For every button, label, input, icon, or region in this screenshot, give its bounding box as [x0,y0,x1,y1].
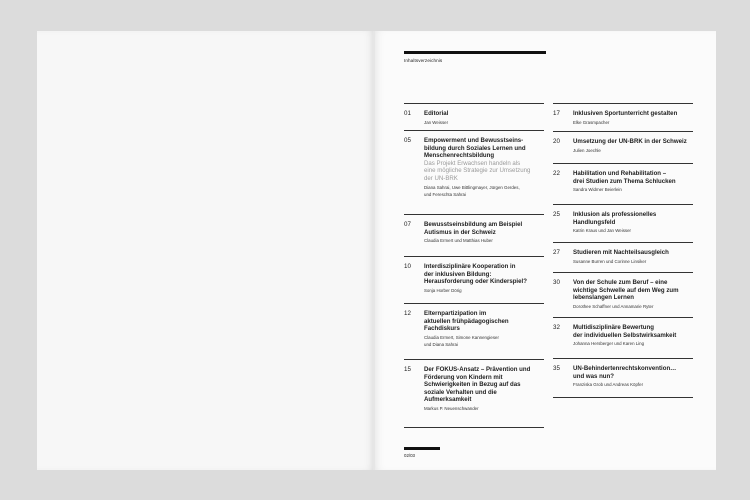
toc-entry[interactable] [404,104,544,131]
toc-entry-title: Editorial [424,110,449,117]
toc-entry-author: Claudia Ermert und Matthias Huber [424,238,493,244]
toc-entry-number: 25 [553,211,560,218]
toc-entry-number: 20 [553,138,560,145]
toc-entry-number: 01 [404,110,411,117]
toc-entry-author: Sandra Widmer Beierlein [573,187,622,193]
toc-entry-title: Interdisziplinäre Kooperation in der inklusiven Bildung: Herausforderung oder Kinderspiel? [424,263,527,286]
toc-entry-title: Inklusiven Sportunterricht gestalten [573,110,678,117]
toc-entry-author: Johanna Hersberger und Karen Ling [573,341,645,347]
toc-entry-number: 35 [553,365,560,372]
toc-entry-title: Empowerment und Bewusstseins- bildung durch Soziales Lernen und Menschenrechtsbildung [424,137,526,160]
toc-entry-author: Katrin Kraus und Jan Weisser [573,228,631,234]
toc-entry[interactable] [404,131,544,215]
left-page-blank [37,31,374,470]
toc-entry-author: Dorothee Schaffner und Annamarie Ryter [573,303,654,309]
toc-entry-author: Diana Sahrai, Uwe Bittlingmayer, Jürgen Gerdes, und Fereschta Sahrai [424,184,520,197]
heading-rule [404,51,546,54]
toc-entry-number: 27 [553,249,560,256]
toc-entry-title: Bewusstseinsbildung am Beispiel Autismus in der Schweiz [424,221,523,236]
toc-entry-subtitle: Das Projekt Erwachsen handeln als eine mögliche Strategie zur Umsetzung der UN-BRK [424,159,531,182]
toc-entry[interactable] [553,205,693,243]
toc-entry-title: Von der Schule zum Beruf – eine wichtige Schwelle auf dem Weg zum lebenslangen Lernen [573,279,679,302]
toc-entry-author: Jan Weisser [424,119,449,125]
toc-entry[interactable] [553,243,693,273]
toc-entry-title: Studieren mit Nachteilsausgleich [573,249,669,256]
toc-entry-author: Sonja Horber Dörig [424,287,462,293]
toc-entry-author: Julien Joechle [573,147,601,153]
toc-column-right [553,103,693,398]
toc-entry-title: Multidisziplinäre Bewertung der individuellen Selbstwirksamkeit [573,324,677,339]
toc-entry-number: 30 [553,279,560,286]
toc-entry-number: 15 [404,366,411,373]
toc-entry[interactable] [553,164,693,205]
toc-entry[interactable] [404,360,544,428]
toc-entry-number: 07 [404,221,411,228]
toc-entry-number: 17 [553,110,560,117]
toc-entry[interactable] [553,104,693,132]
toc-entry-number: 22 [553,170,560,177]
toc-heading: Inhaltsverzeichnis [404,58,443,63]
toc-entry-title: Inklusion als professionelles Handlungsfeld [573,211,657,226]
toc-entry-author: Markus P. Neuenschwander [424,405,479,411]
toc-entry[interactable] [553,318,693,359]
toc-entry-number: 10 [404,263,411,270]
toc-entry[interactable] [553,273,693,318]
toc-entry-author: Claudia Ermert, Simone Kannengieser und Diana Sahrai [424,334,499,347]
footer-rule [404,447,440,450]
toc-entry-title: Der FOKUS-Ansatz – Prävention und Förderung von Kindern mit Schwierigkeiten in Bezug auf das soziale Verhalten und die Aufmerksamkeit [424,366,531,404]
toc-entry[interactable] [404,215,544,257]
page-number: 02/03 [404,453,415,458]
toc-entry-number: 32 [553,324,560,331]
toc-entry-author: Franziska Grob und Andreas Köpfer [573,382,644,388]
toc-entry-author: Susanne Burren und Corinne Linsiker [573,258,647,264]
toc-entry[interactable] [553,359,693,398]
toc-entry-title: Umsetzung der UN-BRK in der Schweiz [573,138,687,145]
toc-entry[interactable] [404,304,544,360]
toc-entry-title: Habilitation und Rehabilitation – drei Studien zum Thema Schlucken [573,170,676,185]
toc-entry[interactable] [553,132,693,164]
toc-column-left [404,103,544,428]
toc-entry-number: 05 [404,137,411,144]
toc-entry-title: UN-Behindertenrechtskonvention… und was nun? [573,365,677,380]
toc-entry-number: 12 [404,310,411,317]
toc-entry-title: Elternpartizipation im aktuellen frühpädagogischen Fachdiskurs [424,310,509,333]
toc-entry-author: Elke Grasmpacher [573,119,610,125]
toc-entry[interactable] [404,257,544,304]
